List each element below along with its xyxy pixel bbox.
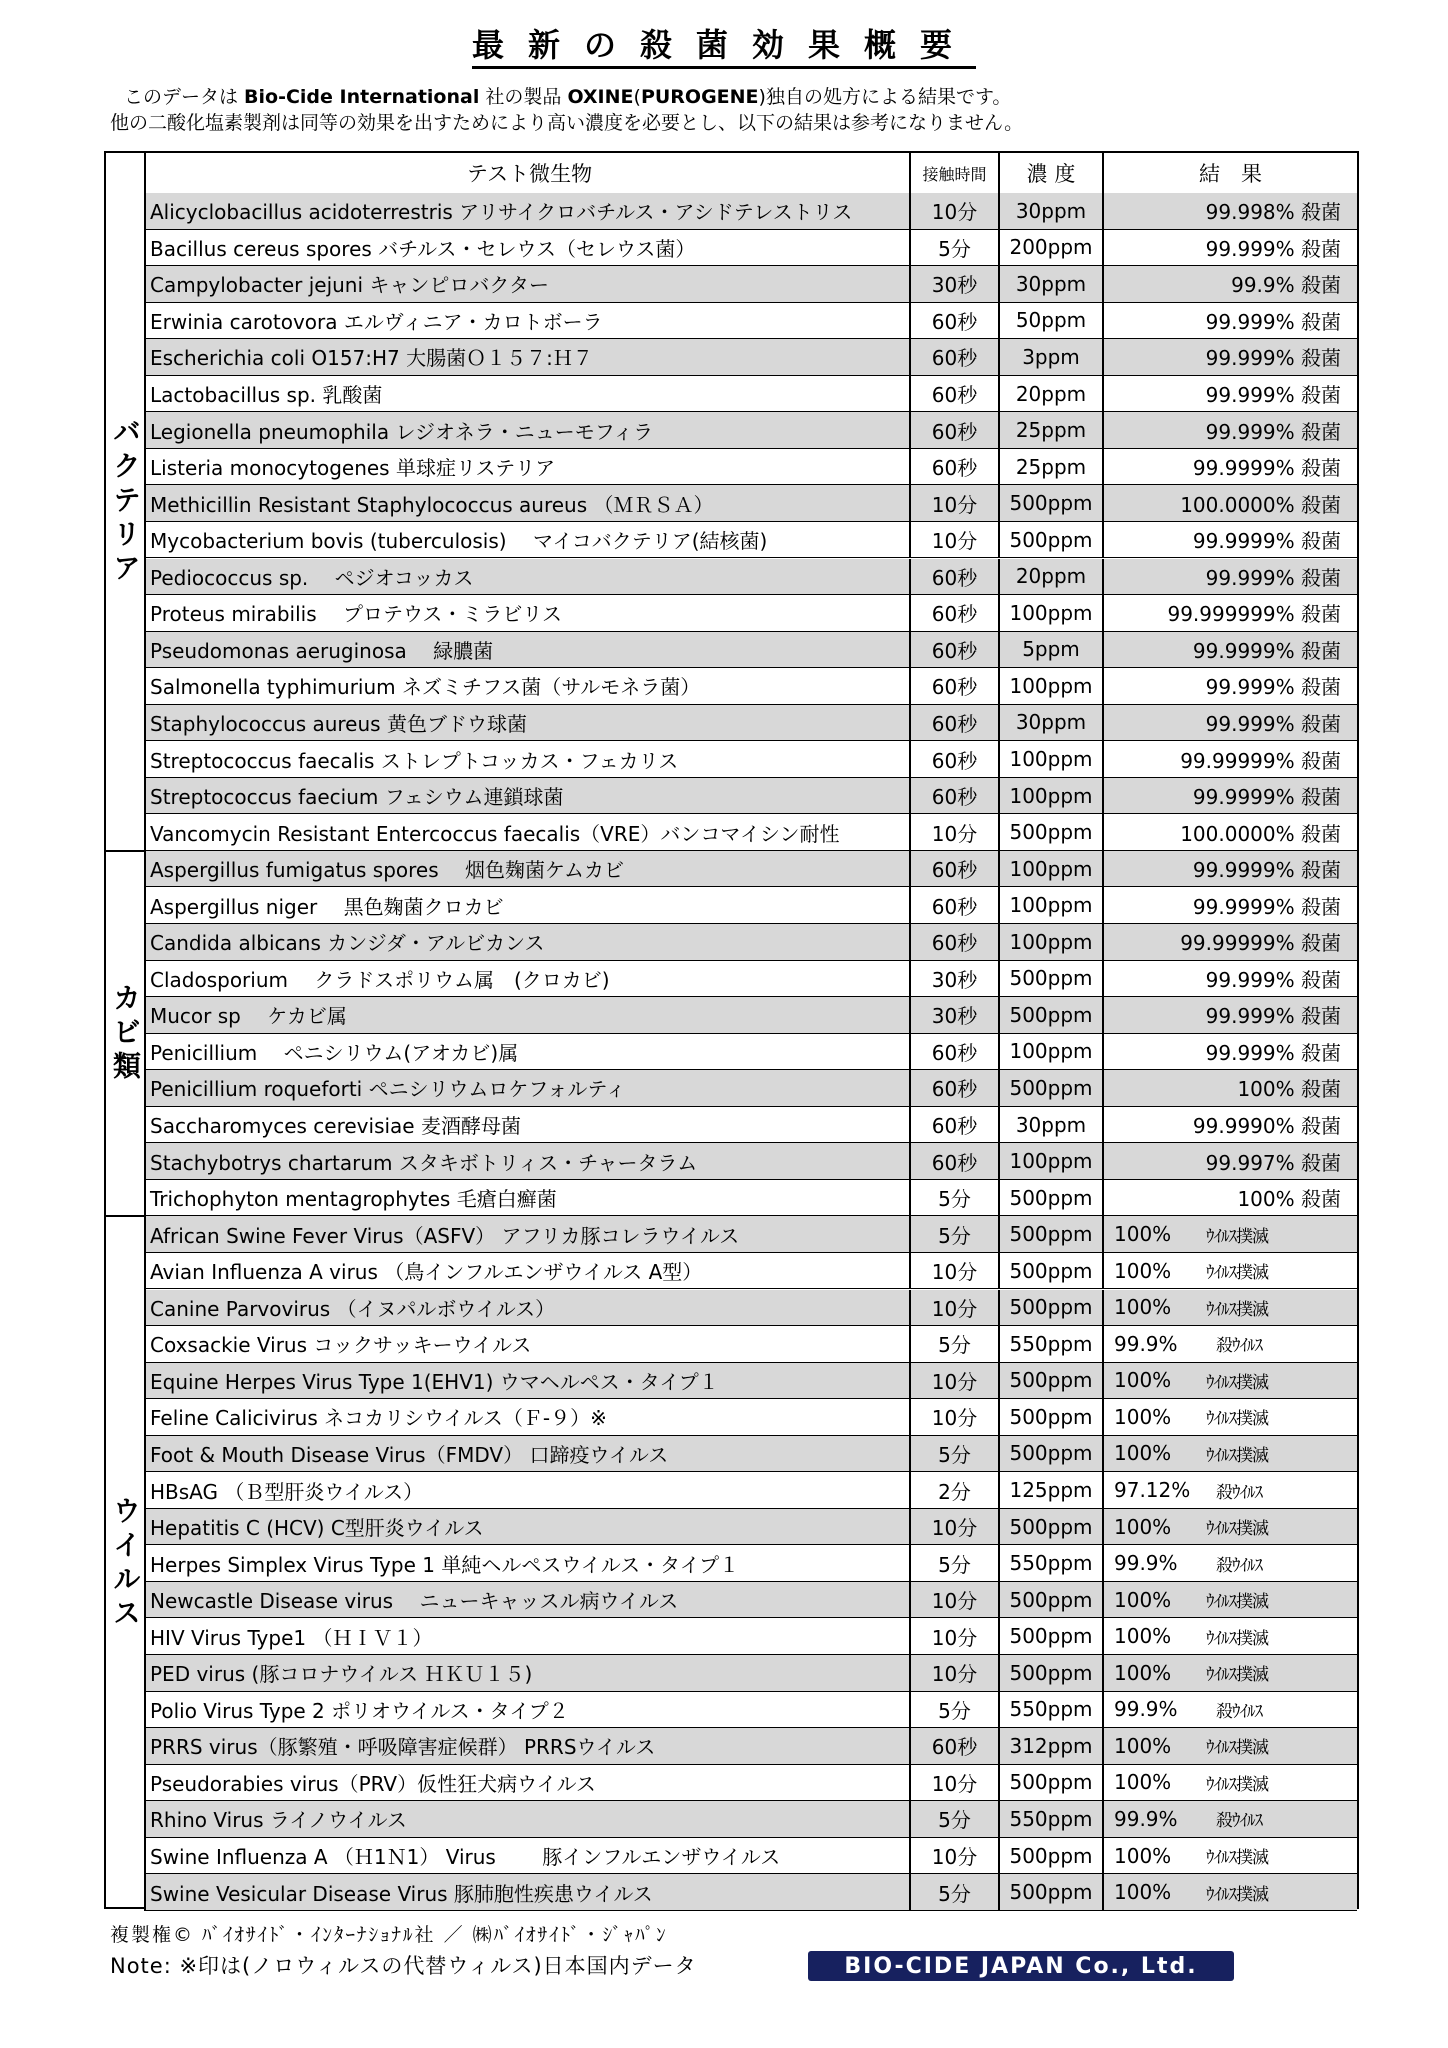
concentration: 30ppm	[1000, 705, 1104, 741]
concentration: 5ppm	[1000, 632, 1104, 668]
organism-name: Canine Parvovirus （イヌパルボウイルス）	[146, 1290, 911, 1326]
result-cell	[1104, 1472, 1357, 1508]
concentration: 550ppm	[1000, 1801, 1104, 1837]
table-row	[146, 1838, 1357, 1875]
organism-name: Proteus mirabilis プロテウス・ミラビリス	[146, 595, 911, 631]
result-cell	[1104, 1326, 1357, 1362]
table-row	[146, 266, 1357, 303]
result-cell	[1104, 1399, 1357, 1435]
result-cell	[1104, 1765, 1357, 1801]
table-row	[146, 632, 1357, 669]
concentration: 500ppm	[1000, 1436, 1104, 1472]
table-row	[146, 1655, 1357, 1692]
result-label: ｳｲﾙｽ撲滅	[1206, 1665, 1268, 1686]
concentration: 3ppm	[1000, 339, 1104, 375]
result-cell: 100% 殺菌	[1237, 1077, 1341, 1102]
result-label: ｳｲﾙｽ撲滅	[1206, 1848, 1268, 1868]
result-cell: 99.9990% 殺菌	[1192, 1114, 1341, 1138]
contact-time: 60秒	[911, 668, 1000, 704]
contact-time: 10分	[911, 1582, 1000, 1618]
table-row	[146, 1363, 1357, 1400]
copyright-text: 複製権© ﾊﾞｲｵｻｲﾄﾞ・ｲﾝﾀｰﾅｼｮﾅﾙ社 ／ ㈱ﾊﾞｲｵｻｲﾄﾞ・ｼﾞｬﾊﾟﾝ	[110, 1924, 668, 1946]
category-bacteria: バクテリア	[106, 153, 146, 851]
contact-time: 10分	[911, 1399, 1000, 1435]
table-row	[146, 376, 1357, 413]
concentration: 500ppm	[1000, 1399, 1104, 1435]
organism-name: African Swine Fever Virus（ASFV） アフリカ豚コレラウイルス	[146, 1216, 911, 1252]
table-row	[146, 1582, 1357, 1619]
table-row	[146, 522, 1357, 559]
result-label: ｳｲﾙｽ撲滅	[1206, 1519, 1268, 1540]
concentration: 30ppm	[1000, 193, 1104, 229]
contact-time: 10分	[911, 1655, 1000, 1691]
organism-name: Polio Virus Type 2 ポリオウイルス・タイプ２	[146, 1692, 911, 1728]
result-cell	[1104, 1545, 1357, 1581]
contact-time: 60秒	[911, 559, 1000, 595]
result-label: ｳｲﾙｽ撲滅	[1206, 1628, 1268, 1649]
contact-time: 10分	[911, 1765, 1000, 1801]
result-cell	[1104, 1290, 1357, 1326]
table-row	[146, 1290, 1357, 1327]
result-percent: 100%	[1114, 1514, 1172, 1539]
organism-name: Mucor sp ケカビ属	[146, 997, 911, 1033]
result-percent: 99.9%	[1114, 1331, 1178, 1356]
contact-time: 10分	[911, 1838, 1000, 1874]
result-cell	[1104, 1728, 1357, 1764]
result-cell	[1104, 1618, 1357, 1654]
organism-name: Mycobacterium bovis (tuberculosis) マイコバクテリア(結核菌)	[146, 522, 911, 558]
table-row	[146, 230, 1357, 267]
contact-time: 60秒	[911, 924, 1000, 960]
concentration: 500ppm	[1000, 1290, 1104, 1326]
organism-name: Newcastle Disease virus ニューキャッスル病ウイルス	[146, 1582, 911, 1618]
intro-line-1: このデータは Bio-Cide International 社の製品 OXINE(PUROGENE)独自の処方による結果です。	[124, 86, 1012, 108]
contact-time: 60秒	[911, 1070, 1000, 1106]
organism-name: PED virus (豚コロナウイルス ＨＫＵ１５)	[146, 1655, 911, 1691]
concentration: 312ppm	[1000, 1728, 1104, 1764]
organism-name: Cladosporium クラドスポリウム属 (クロカビ)	[146, 961, 911, 997]
contact-time: 5分	[911, 230, 1000, 266]
concentration: 200ppm	[1000, 230, 1104, 266]
result-cell: 99.99999% 殺菌	[1180, 748, 1341, 773]
table-row	[146, 887, 1357, 924]
result-cell: 99.999% 殺菌	[1205, 309, 1341, 334]
organism-name: Aspergillus niger 黒色麹菌クロカビ	[146, 887, 911, 923]
result-cell: 99.9999% 殺菌	[1192, 894, 1341, 919]
contact-time: 60秒	[911, 595, 1000, 631]
concentration: 25ppm	[1000, 412, 1104, 448]
contact-time: 60秒	[911, 449, 1000, 485]
contact-time: 2分	[911, 1472, 1000, 1508]
table-row	[146, 1765, 1357, 1802]
concentration: 500ppm	[1000, 522, 1104, 558]
result-percent: 100%	[1114, 1770, 1172, 1795]
organism-name: Equine Herpes Virus Type 1(EHV1) ウマヘルペス・タイプ１	[146, 1363, 911, 1399]
category-fungi: カビ類	[106, 851, 146, 1217]
result-cell	[1104, 1655, 1357, 1691]
table-row	[146, 1545, 1357, 1582]
concentration: 500ppm	[1000, 1838, 1104, 1874]
concentration: 125ppm	[1000, 1472, 1104, 1508]
concentration: 30ppm	[1000, 266, 1104, 302]
result-cell: 99.9999% 殺菌	[1192, 638, 1341, 663]
concentration: 20ppm	[1000, 559, 1104, 595]
contact-time: 60秒	[911, 705, 1000, 741]
table-row	[146, 924, 1357, 961]
result-cell: 99.99999% 殺菌	[1180, 931, 1341, 956]
result-percent: 97.12%	[1114, 1478, 1191, 1502]
table-row	[146, 705, 1357, 742]
contact-time: 60秒	[911, 303, 1000, 339]
organism-name: Pseudorabies virus（PRV）仮性狂犬病ウイルス	[146, 1765, 911, 1801]
concentration: 500ppm	[1000, 1509, 1104, 1545]
table-row	[146, 485, 1357, 522]
organism-name: Penicillium roqueforti ペニシリウムロケフォルティ	[146, 1070, 911, 1106]
contact-time: 60秒	[911, 632, 1000, 668]
organism-name: Legionella pneumophila レジオネラ・ニューモフィラ	[146, 412, 911, 448]
result-cell: 99.999% 殺菌	[1205, 236, 1341, 261]
table-row	[146, 1472, 1357, 1509]
organism-name: Staphylococcus aureus 黄色ブドウ球菌	[146, 705, 911, 741]
result-percent: 100%	[1114, 1258, 1172, 1283]
organism-name: Rhino Virus ライノウイルス	[146, 1801, 911, 1837]
table-row	[146, 851, 1357, 888]
concentration: 500ppm	[1000, 1874, 1104, 1910]
concentration: 100ppm	[1000, 741, 1104, 777]
organism-name: Feline Calicivirus ネコカリシウイルス（Ｆ-９）※	[146, 1399, 911, 1435]
contact-time: 5分	[911, 1216, 1000, 1252]
concentration: 30ppm	[1000, 1107, 1104, 1143]
concentration: 500ppm	[1000, 1070, 1104, 1106]
result-cell: 99.999% 殺菌	[1205, 565, 1341, 590]
result-label: 殺ｳｲﾙｽ	[1216, 1482, 1262, 1503]
organism-name: Campylobacter jejuni キャンピロバクター	[146, 266, 911, 302]
concentration: 500ppm	[1000, 997, 1104, 1033]
concentration: 100ppm	[1000, 887, 1104, 923]
result-label: ｳｲﾙｽ撲滅	[1206, 1774, 1268, 1795]
result-cell: 99.999% 殺菌	[1205, 1004, 1341, 1029]
contact-time: 10分	[911, 1363, 1000, 1399]
concentration: 550ppm	[1000, 1545, 1104, 1581]
result-cell	[1104, 1692, 1357, 1728]
organism-name: Streptococcus faecium フェシウム連鎖球菌	[146, 778, 911, 814]
organism-name: Swine Influenza A （Ｈ1Ｎ1） Virus 豚インフルエンザウイルス	[146, 1838, 911, 1874]
result-label: ｳｲﾙｽ撲滅	[1206, 1445, 1268, 1466]
organism-name: Candida albicans カンジダ・アルビカンス	[146, 924, 911, 960]
table-row	[146, 193, 1357, 230]
concentration: 100ppm	[1000, 668, 1104, 704]
table-row	[146, 1692, 1357, 1729]
result-label: ｳｲﾙｽ撲滅	[1206, 1299, 1268, 1320]
organism-name: Vancomycin Resistant Entercoccus faecalis（VRE）バンコマイシン耐性	[146, 814, 911, 850]
result-cell: 99.9999% 殺菌	[1192, 529, 1341, 554]
result-percent: 99.9%	[1114, 1806, 1178, 1831]
organism-name: Saccharomyces cerevisiae 麦酒酵母菌	[146, 1107, 911, 1143]
result-percent: 100%	[1114, 1587, 1172, 1612]
contact-time: 5分	[911, 1326, 1000, 1362]
concentration: 550ppm	[1000, 1692, 1104, 1728]
header-organism: テスト微生物	[146, 153, 911, 193]
organism-name: Aspergillus fumigatus spores 烟色麹菌ケムカビ	[146, 851, 911, 887]
organism-name: Hepatitis C (HCV) C型肝炎ウイルス	[146, 1509, 911, 1545]
organism-name: Salmonella typhimurium ネズミチフス菌（サルモネラ菌）	[146, 668, 911, 704]
result-label: ｳｲﾙｽ撲滅	[1206, 1226, 1268, 1247]
concentration: 100ppm	[1000, 924, 1104, 960]
result-label: 殺ｳｲﾙｽ	[1216, 1811, 1262, 1832]
result-label: ｳｲﾙｽ撲滅	[1206, 1592, 1268, 1613]
contact-time: 60秒	[911, 412, 1000, 448]
contact-time: 60秒	[911, 376, 1000, 412]
table-row	[146, 1326, 1357, 1363]
result-cell	[1104, 1874, 1357, 1910]
concentration: 500ppm	[1000, 1253, 1104, 1289]
contact-time: 5分	[911, 1545, 1000, 1581]
contact-time: 10分	[911, 193, 1000, 229]
contact-time: 60秒	[911, 1143, 1000, 1179]
table-row	[146, 412, 1357, 449]
concentration: 500ppm	[1000, 1363, 1104, 1399]
result-cell: 99.999999% 殺菌	[1167, 602, 1341, 627]
result-cell	[1104, 1436, 1357, 1472]
contact-time: 10分	[911, 1253, 1000, 1289]
result-percent: 100%	[1114, 1660, 1172, 1685]
table-row	[146, 1618, 1357, 1655]
concentration: 500ppm	[1000, 1216, 1104, 1252]
contact-time: 30秒	[911, 961, 1000, 997]
result-cell: 100.0000% 殺菌	[1180, 492, 1341, 517]
organism-name: Lactobacillus sp. 乳酸菌	[146, 376, 911, 412]
result-cell: 99.9999% 殺菌	[1192, 858, 1341, 883]
contact-time: 60秒	[911, 741, 1000, 777]
result-percent: 100%	[1114, 1843, 1172, 1868]
table-row	[146, 1070, 1357, 1107]
result-label: ｳｲﾙｽ撲滅	[1206, 1738, 1268, 1759]
contact-time: 10分	[911, 1509, 1000, 1545]
contact-time: 10分	[911, 814, 1000, 850]
table-row	[146, 1180, 1357, 1217]
result-percent: 100%	[1114, 1295, 1172, 1320]
result-label: ｳｲﾙｽ撲滅	[1206, 1409, 1268, 1430]
organism-name: Swine Vesicular Disease Virus 豚肺胞性疾患ウイルス	[146, 1874, 911, 1910]
result-label: 殺ｳｲﾙｽ	[1216, 1336, 1262, 1357]
contact-time: 30秒	[911, 266, 1000, 302]
table-row	[146, 1034, 1357, 1071]
table-row	[146, 997, 1357, 1034]
contact-time: 60秒	[911, 1728, 1000, 1764]
result-cell: 99.999% 殺菌	[1205, 967, 1341, 992]
contact-time: 5分	[911, 1801, 1000, 1837]
table-row	[146, 1253, 1357, 1290]
result-cell: 99.999% 殺菌	[1205, 346, 1341, 371]
result-cell: 100.0000% 殺菌	[1180, 821, 1341, 846]
table-row	[146, 1801, 1357, 1838]
result-cell: 99.999% 殺菌	[1205, 383, 1341, 407]
result-cell: 99.9999% 殺菌	[1192, 785, 1341, 810]
contact-time: 60秒	[911, 339, 1000, 375]
table-row	[146, 303, 1357, 340]
concentration: 25ppm	[1000, 449, 1104, 485]
contact-time: 5分	[911, 1692, 1000, 1728]
concentration: 500ppm	[1000, 814, 1104, 850]
result-percent: 99.9%	[1114, 1697, 1178, 1722]
organism-name: Stachybotrys chartarum スタキボトリィス・チャータラム	[146, 1143, 911, 1179]
result-cell: 99.999% 殺菌	[1205, 419, 1341, 444]
organism-name: Alicyclobacillus acidoterrestris アリサイクロバチルス・アシドテレストリス	[146, 193, 911, 229]
concentration: 550ppm	[1000, 1326, 1104, 1362]
result-percent: 100%	[1114, 1441, 1172, 1466]
concentration: 500ppm	[1000, 1180, 1104, 1216]
contact-time: 60秒	[911, 1107, 1000, 1143]
page-title: 最新の殺菌効果概要	[0, 20, 1448, 66]
concentration: 500ppm	[1000, 961, 1104, 997]
organism-name: HBsAG （Ｂ型肝炎ウイルス）	[146, 1472, 911, 1508]
result-cell: 100% 殺菌	[1237, 1187, 1341, 1212]
result-percent: 99.9%	[1114, 1551, 1178, 1576]
result-cell: 99.997% 殺菌	[1205, 1150, 1341, 1175]
table-row	[146, 595, 1357, 632]
result-percent: 100%	[1114, 1222, 1172, 1247]
result-percent: 100%	[1114, 1733, 1172, 1758]
result-label: 殺ｳｲﾙｽ	[1216, 1701, 1262, 1722]
contact-time: 10分	[911, 522, 1000, 558]
table-row	[146, 1216, 1357, 1253]
result-cell	[1104, 1582, 1357, 1618]
organism-name: Coxsackie Virus コックサッキーウイルス	[146, 1326, 911, 1362]
result-cell	[1104, 1801, 1357, 1837]
concentration: 50ppm	[1000, 303, 1104, 339]
intro-text	[110, 84, 1350, 136]
table-row	[146, 814, 1357, 851]
concentration: 500ppm	[1000, 485, 1104, 521]
result-cell	[1104, 1216, 1357, 1252]
organism-name: Foot & Mouth Disease Virus（FMDV） 口蹄疫ウイルス	[146, 1436, 911, 1472]
result-cell: 99.9999% 殺菌	[1192, 456, 1341, 481]
organism-name: Streptococcus faecalis ストレプトコッカス・フェカリス	[146, 741, 911, 777]
concentration: 20ppm	[1000, 376, 1104, 412]
header-conc: 濃 度	[1000, 153, 1104, 193]
table-row	[146, 1143, 1357, 1180]
result-cell	[1104, 1838, 1357, 1874]
concentration: 500ppm	[1000, 1582, 1104, 1618]
table-row	[146, 1509, 1357, 1546]
result-cell: 99.998% 殺菌	[1205, 200, 1341, 225]
contact-time: 60秒	[911, 778, 1000, 814]
concentration: 500ppm	[1000, 1655, 1104, 1691]
header-result: 結 果	[1199, 162, 1262, 186]
table-row	[146, 449, 1357, 486]
organism-name: Herpes Simplex Virus Type 1 単純ヘルペスウイルス・タイプ１	[146, 1545, 911, 1581]
contact-time: 60秒	[911, 1034, 1000, 1070]
concentration: 100ppm	[1000, 1034, 1104, 1070]
result-cell: 99.999% 殺菌	[1205, 1040, 1341, 1065]
organism-name: Avian Influenza A virus （鳥インフルエンザウイルス A型）	[146, 1253, 911, 1289]
intro-line-2: 他の二酸化塩素製剤は同等の効果を出すためにより高い濃度を必要とし、以下の結果は参考になりません。	[110, 112, 1024, 134]
organism-name: Pediococcus sp. ペジオコッカス	[146, 559, 911, 595]
result-percent: 100%	[1114, 1404, 1172, 1429]
result-label: 殺ｳｲﾙｽ	[1216, 1555, 1262, 1576]
result-percent: 100%	[1114, 1880, 1172, 1905]
table-row	[146, 1399, 1357, 1436]
table-row	[146, 1728, 1357, 1765]
table-row	[146, 778, 1357, 815]
footnote-text: Note: ※印は(ノロウィルスの代替ウィルス)日本国内データ	[110, 1954, 697, 1978]
result-percent: 100%	[1114, 1624, 1172, 1649]
concentration: 500ppm	[1000, 1765, 1104, 1801]
contact-time: 10分	[911, 485, 1000, 521]
table-header	[146, 153, 1357, 194]
result-percent: 100%	[1114, 1368, 1172, 1393]
contact-time: 60秒	[911, 851, 1000, 887]
concentration: 100ppm	[1000, 595, 1104, 631]
contact-time: 5分	[911, 1180, 1000, 1216]
result-cell	[1104, 1509, 1357, 1545]
result-cell: 99.999% 殺菌	[1205, 675, 1341, 700]
concentration: 100ppm	[1000, 851, 1104, 887]
contact-time: 10分	[911, 1290, 1000, 1326]
contact-time: 5分	[911, 1874, 1000, 1910]
concentration: 100ppm	[1000, 1143, 1104, 1179]
concentration: 500ppm	[1000, 1618, 1104, 1654]
organism-name: Erwinia carotovora エルヴィニア・カロトボーラ	[146, 303, 911, 339]
result-cell	[1104, 1363, 1357, 1399]
contact-time: 60秒	[911, 887, 1000, 923]
table-row	[146, 668, 1357, 705]
organism-name: Escherichia coli O157:H7 大腸菌Ｏ１５７:Ｈ７	[146, 339, 911, 375]
category-virus: ウイルス	[106, 1216, 146, 1910]
organism-name: Penicillium ペニシリウム(アオカビ)属	[146, 1034, 911, 1070]
result-label: ｳｲﾙｽ撲滅	[1206, 1263, 1268, 1284]
result-cell: 99.9% 殺菌	[1231, 273, 1341, 298]
results-table	[104, 151, 1359, 1909]
organism-name: Pseudomonas aeruginosa 緑膿菌	[146, 632, 911, 668]
table-row	[146, 559, 1357, 596]
result-cell	[1104, 1253, 1357, 1289]
table-row	[146, 1436, 1357, 1473]
contact-time: 10分	[911, 1618, 1000, 1654]
organism-name: Bacillus cereus spores バチルス・セレウス（セレウス菌）	[146, 230, 911, 266]
organism-name: Trichophyton mentagrophytes 毛瘡白癬菌	[146, 1180, 911, 1216]
table-row	[146, 961, 1357, 998]
result-label: ｳｲﾙｽ撲滅	[1206, 1884, 1268, 1905]
organism-name: Listeria monocytogenes 単球症リステリア	[146, 449, 911, 485]
table-row	[146, 339, 1357, 376]
table-row	[146, 1107, 1357, 1144]
organism-name: Methicillin Resistant Staphylococcus aureus （ＭＲＳＡ）	[146, 485, 911, 521]
contact-time: 30秒	[911, 997, 1000, 1033]
organism-name: HIV Virus Type1 （ＨＩＶ１）	[146, 1618, 911, 1654]
organism-name: PRRS virus（豚繁殖・呼吸障害症候群） PRRSウイルス	[146, 1728, 911, 1764]
company-logo: BIO-CIDE JAPAN Co., Ltd.	[808, 1951, 1234, 1981]
table-row	[146, 1874, 1357, 1911]
concentration: 100ppm	[1000, 778, 1104, 814]
table-row	[146, 741, 1357, 778]
header-time: 接触時間	[911, 153, 1000, 193]
contact-time: 5分	[911, 1436, 1000, 1472]
result-cell: 99.999% 殺菌	[1205, 711, 1341, 736]
result-label: ｳｲﾙｽ撲滅	[1206, 1372, 1268, 1393]
